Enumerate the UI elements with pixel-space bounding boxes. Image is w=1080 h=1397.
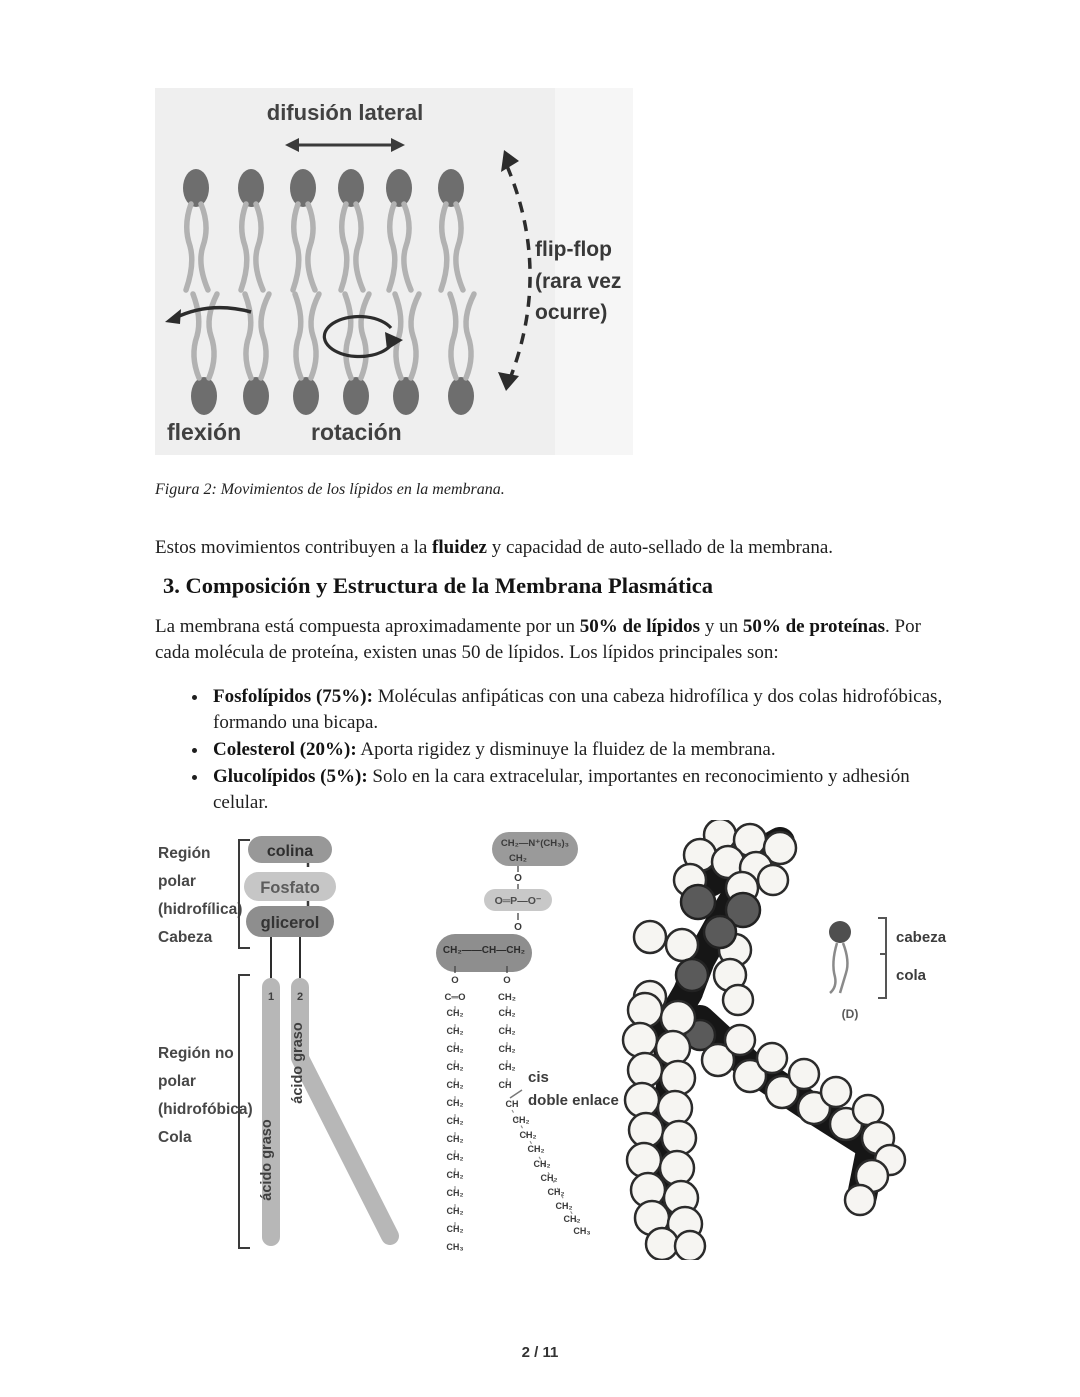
acido-graso-label-1: ácido graso [259,1119,275,1201]
panel-d-label: (D) [841,1007,859,1021]
bullet-text: Aporta rigidez y disminuye la fluidez de la membrana. [356,739,776,760]
space-filling-model [623,820,947,1260]
unsaturated-chain [499,1008,591,1236]
ch2-label: CH₂ [547,1187,565,1197]
fatty-acid-chain-1 [262,978,280,1246]
ch2-label: CH₂ [519,1130,537,1140]
page-number: 2 / 11 [521,1344,559,1361]
ch2-label: CH₂ [446,1116,464,1126]
ch3-label: CH₃ [573,1226,591,1236]
figure-lipid-movements [155,88,633,455]
saturated-chain [446,1008,463,1252]
svg-text:Región: Región [158,845,211,862]
inset-tail-line [830,943,837,993]
ch2-label: CH₂ [446,1206,464,1216]
ch2-label: CH₂ [446,1044,464,1054]
lipid-movements-illustration [155,88,633,455]
oxygen-label: O [451,975,459,986]
svg-text:polar: polar [158,873,196,890]
paragraph-bold-fluidez: fluidez [432,537,487,558]
schematic-panel [158,836,390,1248]
svg-text:(hidrofóbica): (hidrofóbica) [158,1101,253,1118]
bullet-label: Glucolípidos (5%): [213,766,368,787]
fatty-acid-chain-2 [300,987,390,1236]
cis-label: cis [528,1069,549,1086]
ch2-label: CH₂ [446,1026,464,1036]
difusion-lateral-label: difusión lateral [266,100,424,125]
flexion-label: flexión [167,419,242,445]
ch-label: CH [505,1099,519,1109]
ch2-label: CH₂ [446,1170,464,1180]
list-item-colesterol [209,737,957,763]
ch2-label: CH₂ [563,1214,581,1224]
head-tail-inset [829,918,947,1021]
bullet-label: Fosfolípidos (75%): [213,686,373,707]
section-heading: 3. Composición y Estructura de la Membrana Plasmática [163,572,713,598]
list-item-fosfolipidos [209,684,957,736]
ch2-label: CH₂ [512,1115,530,1125]
paragraph-text: . Por cada molécula de proteína, existen unas 50 de lípidos. Los lípidos principales son: [155,616,921,663]
list-item-glucolipidos [209,764,957,816]
figure-caption: Figura 2: Movimientos de los lípidos en la membrana. [155,481,505,498]
region-polar-label [158,845,242,946]
ch2-label: CH₂ [509,853,527,864]
colina-label: colina [266,843,314,860]
ch-label: CH [498,1080,512,1090]
carbonyl-label: C═O [444,992,466,1003]
oxygen-label: O [514,873,522,884]
ch2-label: CH₂ [498,1044,516,1054]
ch3-label: CH₃ [446,1242,464,1252]
ch2-label: CH₂ [446,1080,464,1090]
oxygen-label: O [514,922,522,933]
glycerol-formula: CH₂——CH—CH₂ [442,945,526,956]
ch2-label: CH₂ [527,1144,545,1154]
paragraph-text: La membrana está compuesta aproximadamente por un [155,616,580,637]
svg-text:flip-flop: flip-flop [535,238,612,261]
chain-2-number: 2 [296,991,304,1003]
ch2-label: CH₂ [446,1152,464,1162]
cola-label: cola [896,967,927,984]
fosfato-label: Fosfato [260,879,320,897]
lipid-types-list [183,684,957,817]
ch2-label: CH₂ [446,1188,464,1198]
paragraph-text: y capacidad de auto-sellado de la membrana. [486,537,834,558]
choline-formula: CH₂—N⁺(CH₃)₃ [500,838,570,849]
paragraph-text: y un [700,616,743,637]
chain-1-number: 1 [267,991,275,1003]
svg-text:Región no: Región no [158,1045,234,1062]
ch2-label: CH₂ [446,1098,464,1108]
acido-graso-label-2: ácido graso [290,1022,306,1104]
inset-tail-line [840,943,847,993]
figure-phospholipid-structure [140,820,960,1260]
svg-text:polar: polar [158,1073,196,1090]
svg-text:(hidrofílica): (hidrofílica) [158,901,243,918]
oxygen-label: O [503,975,511,986]
bullet-label: Colesterol (20%): [213,739,357,760]
paragraph-bold-lipidos: 50% de lípidos [579,616,701,637]
ch2-label: CH₂ [540,1173,558,1183]
ch2-label: CH₂ [446,1134,464,1144]
phospholipid-illustration [140,820,960,1260]
ch2-label: CH₂ [498,1026,516,1036]
ch2-label: CH₂ [446,1008,464,1018]
svg-text:ocurre): ocurre) [535,301,608,324]
cabeza-label: cabeza [896,929,947,946]
ch2-label: CH₂ [533,1159,551,1169]
chemical-formula-panel [436,832,619,1252]
svg-text:Cola: Cola [158,1129,192,1146]
carbonyl-label: CH₂ [498,992,516,1003]
cis-pointer-line [510,1090,522,1098]
ch2-label: CH₂ [446,1062,464,1072]
svg-text:(rara vez: (rara vez [535,270,622,293]
tail-balls [623,993,905,1260]
ch2-label: CH₂ [498,1062,516,1072]
ch2-label: CH₂ [555,1201,573,1211]
glicerol-label: glicerol [260,914,320,932]
inset-head-ball [829,921,851,943]
composition-paragraph [155,614,947,666]
rotacion-label: rotación [311,419,402,445]
ch2-label: CH₂ [498,1008,516,1018]
inset-bracket [878,918,886,998]
bullet-text: Solo en la cara extracelular, importantes en reconocimiento y adhesión celular. [213,766,910,813]
ch2-label: CH₂ [446,1224,464,1234]
svg-text:Cabeza: Cabeza [158,929,213,946]
phosphate-formula: O═P—O⁻ [494,895,542,907]
paragraph-bold-proteinas: 50% de proteínas [742,616,885,637]
paragraph-text: Estos movimientos contribuyen a la [155,537,433,558]
movements-paragraph [155,535,947,561]
bullet-text: Moléculas anfipáticas con una cabeza hidrofílica y dos colas hidrofóbicas, formando una bicapa. [213,686,943,733]
doble-enlace-label: doble enlace [528,1092,619,1109]
